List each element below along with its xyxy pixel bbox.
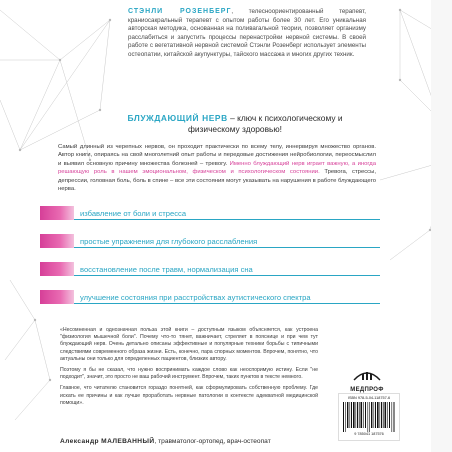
pink-bar-decoration <box>40 262 74 276</box>
publisher-logo-icon <box>352 368 382 382</box>
cover-edge-strip <box>431 0 452 452</box>
reviewer-name: Александр МАЛЕВАННЫЙ <box>60 438 155 445</box>
pink-bar-decoration <box>40 206 74 220</box>
feature-underline <box>74 275 380 276</box>
barcode-number: 9 785041 187576 <box>354 432 384 436</box>
feature-item <box>40 262 380 276</box>
feature-label: улучшение состояния при расстройствах аутистического спектра <box>80 292 311 302</box>
feature-label: избавление от боли и стресса <box>80 208 187 218</box>
description-accent: Именно блуждающий нерв играет важную, а иногда решающую роль в нашем эмоциональном, физическом и психологическом состоянии. <box>58 160 376 176</box>
headline-highlight: БЛУЖДАЮЩИЙ НЕРВ <box>127 113 228 123</box>
feature-item <box>40 206 380 220</box>
pink-bar-decoration <box>40 290 74 304</box>
headline <box>110 113 360 135</box>
isbn-label: ISBN 978-5-04-118757-6 <box>347 396 391 400</box>
review-quote <box>60 327 318 411</box>
description-part2: Тревога, стрессы, депрессии, головная боль, боль в спине – все эти состояния могут указывать на нарушения в работе блуждающего нерва. <box>58 169 376 193</box>
quote-paragraph: «Несомненная и однозначная польза этой книги – доступным языком объясняется, как устроена "физиология мышечной боли". Почему что-то тянет, важничает, стреляет в пояснице и при чем тут блуждающий нерв. Очень детально описаны эффективные и популярные техники борьбы с типичными следствиями современного образа жизни. Есть, конечно, пара спорных моментов. Впрочем, понятно, что актуальны они только для определенных пациентов, близких автору. <box>60 327 318 362</box>
feature-list <box>40 206 380 318</box>
feature-underline <box>74 303 380 304</box>
feature-underline <box>74 219 380 220</box>
feature-underline <box>74 247 380 248</box>
quote-paragraph: Поэтому я бы не сказал, что нужно воспринимать каждое слово как неоспоримую истину. Если "не подходит", значит, это просто не ваш рабочий инструмент. Впрочем, таких пунктов в тексте немного. <box>60 367 318 381</box>
feature-label: восстановление после травм, нормализация сна <box>80 264 253 274</box>
publisher-name: МЕДПРОФ <box>350 387 384 393</box>
isbn-barcode-block <box>338 393 400 441</box>
pink-bar-decoration <box>40 234 74 248</box>
feature-item <box>40 290 380 304</box>
description-part1: Самый длинный из черепных нервов, он проходит практически по всему телу, иннервируя множество органов. Автор книги, опираясь на свой многолетний опыт работы и передовые достижения нейробиологии, переосмыслил и выявил основную причину множества болезней – тревогу. <box>58 144 376 167</box>
reviewer-signature <box>60 438 271 445</box>
headline-rest: – ключ к психологическому и физическому здоровью! <box>187 113 343 134</box>
description-paragraph <box>58 143 376 193</box>
feature-item <box>40 234 380 248</box>
author-bio <box>128 8 366 60</box>
author-bio-text: , телесноориентированный терапевт, краниосакральный терапевт с опытом работы более 30 лет. Его уникальная авторская методика, основанная на поливагальной теории, позволяет организму расслабиться и запустить процессы перенастройки нервной системы. В своей работе с вегетативной нервной системой Стэнли Розенберг использует элементы остеопатии, китайской акупунктуры, тайского массажа и многих других техник. <box>128 8 366 58</box>
publisher-block <box>342 368 392 393</box>
author-name: СТЭНЛИ РОЗЕНБЕРГ <box>128 8 232 15</box>
quote-paragraph: Главное, что читателю становится гораздо понятней, как сформулировать собственную проблему. Где искать ее причины и как лучше проработать нервные патологии в контексте адекватной медицинской помощи». <box>60 385 318 406</box>
feature-label: простые упражнения для глубокого расслабления <box>80 236 258 246</box>
reviewer-role: , травматолог-ортопед, врач-остеопат <box>154 438 271 445</box>
barcode-icon <box>342 402 396 432</box>
